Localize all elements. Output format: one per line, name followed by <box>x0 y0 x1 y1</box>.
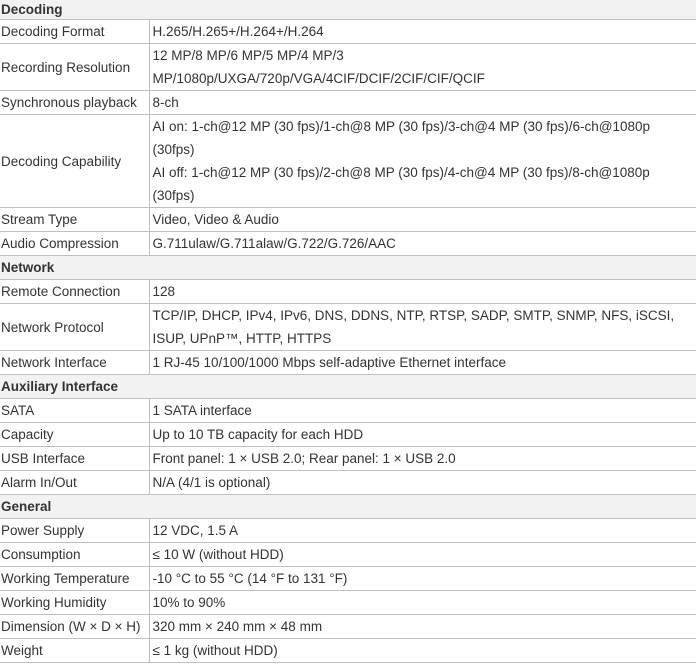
spec-label: Working Temperature <box>0 567 149 591</box>
spec-value-line: 8-ch <box>152 95 179 110</box>
spec-row <box>0 543 696 567</box>
spec-value-line: 12 MP/8 MP/6 MP/5 MP/4 MP/3 <box>152 48 344 63</box>
spec-value-line: MP/1080p/UXGA/720p/VGA/4CIF/DCIF/2CIF/CIF/QCIF <box>152 71 485 86</box>
spec-value <box>149 471 696 495</box>
spec-label: Network Interface <box>0 351 149 375</box>
spec-label: Synchronous playback <box>0 91 149 115</box>
spec-row <box>0 423 696 447</box>
spec-value-line: 128 <box>152 284 176 299</box>
spec-value <box>149 44 696 91</box>
spec-value <box>149 615 696 639</box>
spec-value <box>149 519 696 543</box>
spec-row <box>0 447 696 471</box>
spec-value-line: Front panel: 1 × USB 2.0; Rear panel: 1 × USB 2.0 <box>152 451 456 466</box>
spec-value-line: H.265/H.265+/H.264+/H.264 <box>152 24 324 39</box>
spec-label: Alarm In/Out <box>0 471 149 495</box>
spec-value <box>149 543 696 567</box>
section-title: Decoding <box>0 0 696 20</box>
section-title: Network <box>0 256 696 280</box>
spec-value-line: Up to 10 TB capacity for each HDD <box>152 427 364 442</box>
spec-row <box>0 20 696 44</box>
spec-value <box>149 639 696 663</box>
spec-value <box>149 567 696 591</box>
spec-row <box>0 591 696 615</box>
spec-value <box>149 399 696 423</box>
spec-row <box>0 471 696 495</box>
spec-value <box>149 351 696 375</box>
spec-value <box>149 115 696 208</box>
spec-value <box>149 280 696 304</box>
spec-value-line: N/A (4/1 is optional) <box>152 475 271 490</box>
spec-value-line: 320 mm × 240 mm × 48 mm <box>152 619 323 634</box>
spec-row <box>0 615 696 639</box>
spec-value-line: -10 °C to 55 °C (14 °F to 131 °F) <box>152 571 348 586</box>
spec-row <box>0 567 696 591</box>
spec-value-line: AI on: 1-ch@12 MP (30 fps)/1-ch@8 MP (30 fps)/3-ch@4 MP (30 fps)/6-ch@1080p <box>152 119 651 134</box>
spec-value <box>149 20 696 44</box>
spec-value-line: 1 RJ-45 10/100/1000 Mbps self-adaptive Ethernet interface <box>152 355 506 370</box>
spec-value-line: (30fps) <box>152 188 195 203</box>
spec-label: Power Supply <box>0 519 149 543</box>
spec-value-line: 10% to 90% <box>152 595 226 610</box>
section-header <box>0 0 696 20</box>
spec-value-line: TCP/IP, DHCP, IPv4, IPv6, DNS, DDNS, NTP, RTSP, SADP, SMTP, SNMP, NFS, iSCSI, <box>152 308 675 323</box>
spec-value <box>149 591 696 615</box>
spec-value-line: ≤ 10 W (without HDD) <box>152 547 284 562</box>
spec-label: Weight <box>0 639 149 663</box>
section-title: General <box>0 495 696 519</box>
spec-label: Stream Type <box>0 208 149 232</box>
section-title: Auxiliary Interface <box>0 375 696 399</box>
spec-label: USB Interface <box>0 447 149 471</box>
spec-value-line: 12 VDC, 1.5 A <box>152 523 239 538</box>
spec-row <box>0 351 696 375</box>
spec-value-line: Video, Video & Audio <box>152 212 279 227</box>
spec-label: Decoding Format <box>0 20 149 44</box>
spec-label: Capacity <box>0 423 149 447</box>
spec-row <box>0 639 696 663</box>
spec-row <box>0 44 696 91</box>
section-header <box>0 375 696 399</box>
spec-value-line: (30fps) <box>152 142 195 157</box>
spec-value-line: ≤ 1 kg (without HDD) <box>152 643 278 658</box>
spec-label: Audio Compression <box>0 232 149 256</box>
spec-label: Network Protocol <box>0 304 149 351</box>
spec-value-line: AI off: 1-ch@12 MP (30 fps)/2-ch@8 MP (30 fps)/4-ch@4 MP (30 fps)/8-ch@1080p <box>152 165 650 180</box>
spec-value <box>149 91 696 115</box>
spec-row <box>0 399 696 423</box>
spec-row <box>0 91 696 115</box>
spec-value <box>149 232 696 256</box>
spec-label: Decoding Capability <box>0 115 149 208</box>
spec-value-line: G.711ulaw/G.711alaw/G.722/G.726/AAC <box>152 236 396 251</box>
spec-value <box>149 208 696 232</box>
section-header <box>0 256 696 280</box>
spec-row <box>0 115 696 208</box>
spec-label: Dimension (W × D × H) <box>0 615 149 639</box>
spec-label: Remote Connection <box>0 280 149 304</box>
spec-value <box>149 447 696 471</box>
spec-value-line: ISUP, UPnP™, HTTP, HTTPS <box>152 331 332 346</box>
spec-label: Recording Resolution <box>0 44 149 91</box>
spec-value <box>149 304 696 351</box>
spec-row <box>0 232 696 256</box>
spec-value <box>149 423 696 447</box>
spec-label: Consumption <box>0 543 149 567</box>
spec-row <box>0 208 696 232</box>
spec-label: SATA <box>0 399 149 423</box>
spec-row <box>0 280 696 304</box>
spec-row <box>0 304 696 351</box>
spec-label: Working Humidity <box>0 591 149 615</box>
spec-value-line: 1 SATA interface <box>152 403 252 418</box>
spec-row <box>0 519 696 543</box>
section-header <box>0 495 696 519</box>
